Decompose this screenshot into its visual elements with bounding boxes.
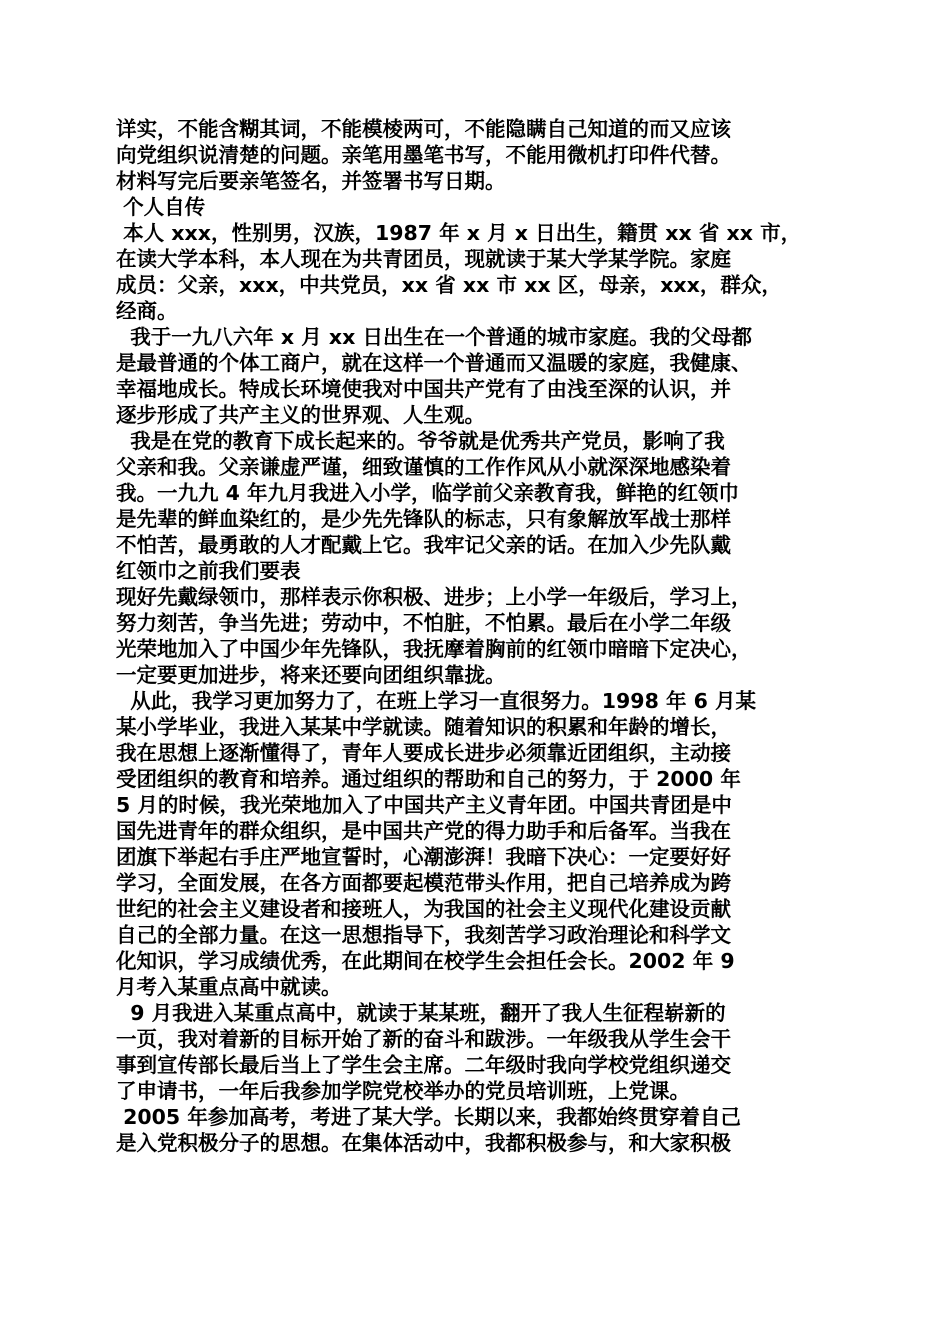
document-page bbox=[116, 116, 840, 1156]
text-line: 努力刻苦，争当先进；劳动中，不怕脏，不怕累。最后在小学二年级 bbox=[116, 611, 731, 635]
text-line: 9 月我进入某重点高中，就读于某某班，翻开了我人生征程崭新的 bbox=[116, 1001, 726, 1025]
text-line: 向党组织说清楚的问题。亲笔用墨笔书写，不能用微机打印件代替。 bbox=[116, 143, 731, 167]
text-line: 团旗下举起右手庄严地宣誓时，心潮澎湃！我暗下决心：一定要好好 bbox=[116, 845, 731, 869]
text-line: 事到宣传部长最后当上了学生会主席。二年级时我向学校党组织递交 bbox=[116, 1053, 731, 1077]
text-line: 某小学毕业，我进入某某中学就读。随着知识的积累和年龄的增长， bbox=[116, 715, 731, 739]
text-line: 学习，全面发展，在各方面都要起模范带头作用，把自己培养成为跨 bbox=[116, 871, 731, 895]
text-line: 幸福地成长。特成长环境使我对中国共产党有了由浅至深的认识，并 bbox=[116, 377, 731, 401]
text-line: 是先辈的鲜血染红的，是少先先锋队的标志，只有象解放军战士那样 bbox=[116, 507, 731, 531]
text-line: 国先进青年的群众组织，是中国共产党的得力助手和后备军。当我在 bbox=[116, 819, 731, 843]
text-line: 是最普通的个体工商户，就在这样一个普通而又温暖的家庭，我健康、 bbox=[116, 351, 752, 375]
text-line: 我。一九九 4 年九月我进入小学，临学前父亲教育我，鲜艳的红领巾 bbox=[116, 481, 740, 505]
text-line: 月考入某重点高中就读。 bbox=[116, 975, 342, 999]
text-line: 一页，我对着新的目标开始了新的奋斗和跋涉。一年级我从学生会干 bbox=[116, 1027, 731, 1051]
text-line: 我是在党的教育下成长起来的。爷爷就是优秀共产党员，影响了我 bbox=[116, 429, 725, 453]
text-line: 化知识，学习成绩优秀，在此期间在校学生会担任会长。2002 年 9 bbox=[116, 949, 735, 973]
text-line: 世纪的社会主义建设者和接班人，为我国的社会主义现代化建设贡献 bbox=[116, 897, 731, 921]
text-line: 成员：父亲，xxx，中共党员，xx 省 xx 市 xx 区，母亲，xxx，群众， bbox=[116, 273, 782, 297]
text-line: 自己的全部力量。在这一思想指导下，我刻苦学习政治理论和科学文 bbox=[116, 923, 731, 947]
text-line: 红领巾之前我们要表 bbox=[116, 559, 301, 583]
text-line: 现好先戴绿领巾，那样表示你积极、进步；上小学一年级后，学习上， bbox=[116, 585, 752, 609]
text-line: 材料写完后要亲笔签名，并签署书写日期。 bbox=[116, 169, 506, 193]
text-line: 本人 xxx，性别男，汉族，1987 年 x 月 x 日出生，籍贯 xx 省 xx 市， bbox=[116, 221, 802, 245]
text-line: 受团组织的教育和培养。通过组织的帮助和自己的努力，于 2000 年 bbox=[116, 767, 741, 791]
text-line: 逐步形成了共产主义的世界观、人生观。 bbox=[116, 403, 485, 427]
text-line: 光荣地加入了中国少年先锋队，我抚摩着胸前的红领巾暗暗下定决心， bbox=[116, 637, 752, 661]
text-line: 父亲和我。父亲谦虚严谨，细致谨慎的工作作风从小就深深地感染着 bbox=[116, 455, 731, 479]
text-line: 详实，不能含糊其词，不能模棱两可，不能隐瞒自己知道的而又应该 bbox=[116, 117, 731, 141]
text-line: 从此，我学习更加努力了，在班上学习一直很努力。1998 年 6 月某 bbox=[116, 689, 757, 713]
text-line: 我在思想上逐渐懂得了，青年人要成长进步必须靠近团组织，主动接 bbox=[116, 741, 731, 765]
text-line: 经商。 bbox=[116, 299, 178, 323]
text-line: 2005 年参加高考，考进了某大学。长期以来，我都始终贯穿着自己 bbox=[116, 1105, 741, 1129]
text-line: 在读大学本科，本人现在为共青团员，现就读于某大学某学院。家庭 bbox=[116, 247, 731, 271]
text-line: 一定要更加进步，将来还要向团组织靠拢。 bbox=[116, 663, 506, 687]
text-line: 了申请书，一年后我参加学院党校举办的党员培训班，上党课。 bbox=[116, 1079, 690, 1103]
text-line: 我于一九八六年 x 月 xx 日出生在一个普通的城市家庭。我的父母都 bbox=[116, 325, 752, 349]
text-line: 5 月的时候，我光荣地加入了中国共产主义青年团。中国共青团是中 bbox=[116, 793, 732, 817]
text-line: 是入党积极分子的思想。在集体活动中，我都积极参与，和大家积极 bbox=[116, 1131, 731, 1155]
section-heading: 个人自传 bbox=[116, 195, 206, 219]
text-line: 不怕苦，最勇敢的人才配戴上它。我牢记父亲的话。在加入少先队戴 bbox=[116, 533, 731, 557]
